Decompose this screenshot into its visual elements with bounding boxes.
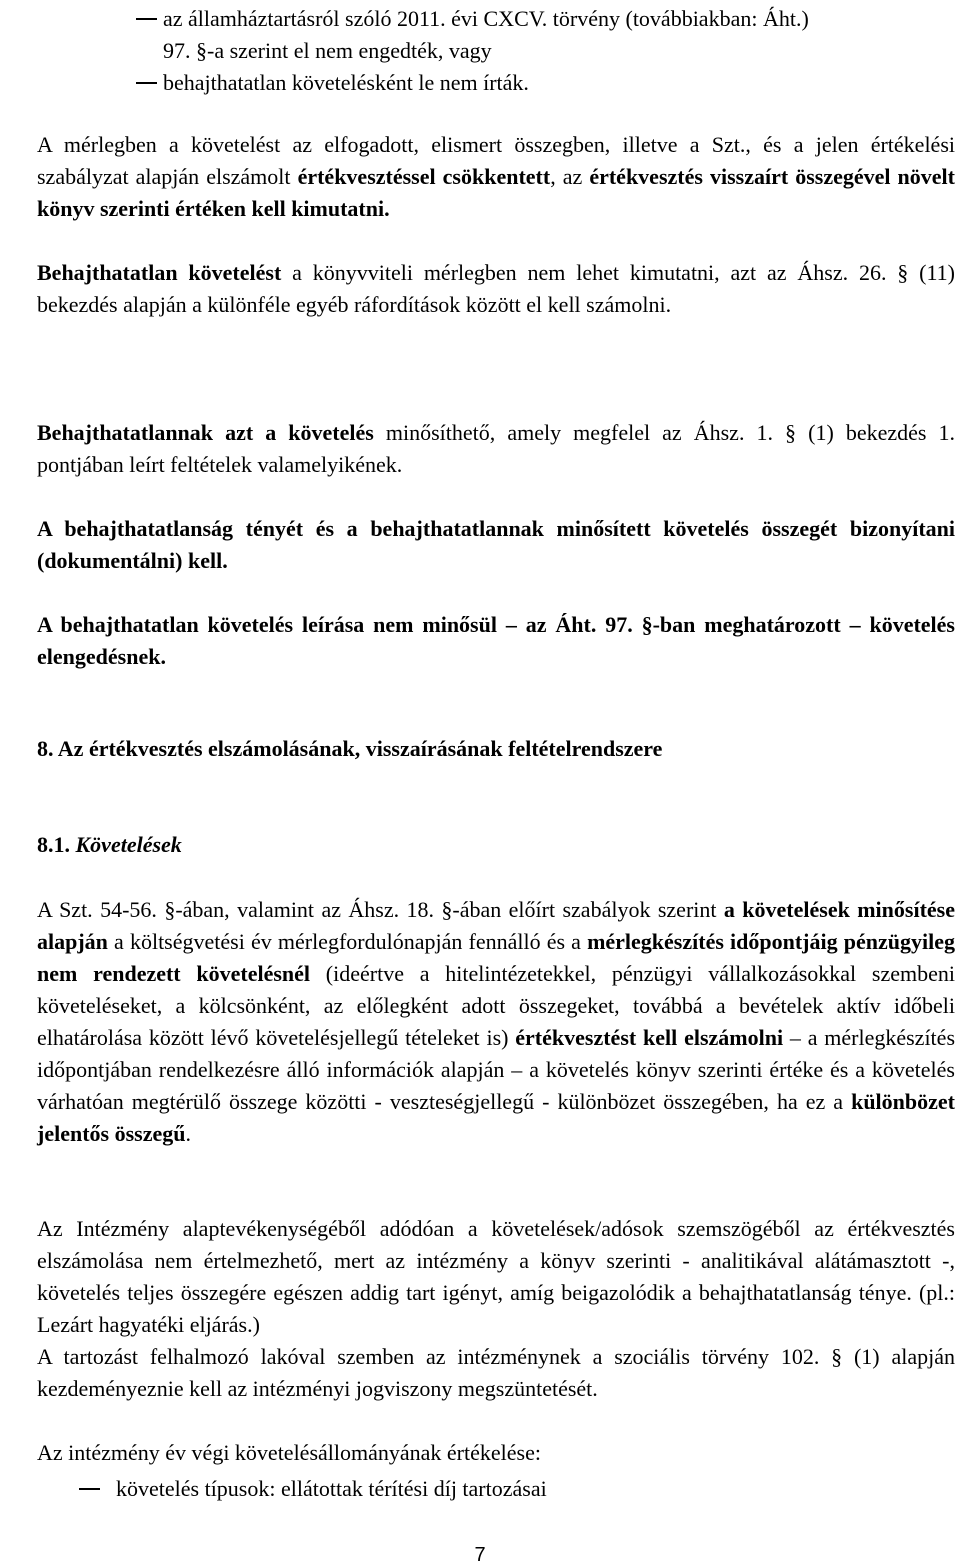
list-item-text: az államháztartásról szóló 2011. évi CXCV. törvény (továbbiakban: Áht.): [163, 6, 809, 31]
paragraph-uncollectible: Behajthatatlan követelést a könyvviteli mérlegben nem lehet kimutatni, azt az Áhsz. 26. § (11) bekezdés alapján a különféle egyéb ráfordítások között el kell számolni.: [37, 260, 955, 317]
paragraph-year-end: Az intézmény év végi követelésállományának értékelése:: [37, 1440, 541, 1465]
list-item-text: behajthatatlan követelésként le nem írták.: [163, 70, 529, 95]
page-number: 7: [474, 1544, 486, 1566]
list-item: [163, 3, 955, 67]
list-item-text: követelés típusok: ellátottak térítési díj tartozásai: [116, 1476, 547, 1501]
dash-bullet-icon: [136, 18, 157, 20]
dash-bullet-icon: [79, 1488, 100, 1490]
paragraph-receivables-rules: A Szt. 54-56. §-ában, valamint az Áhsz. 18. §-ában előírt szabályok szerint a követelések minősítése alapján a költségvetési év mérlegfordulónapján fennálló és a mérlegkészítés időpontjáig pénzügyileg nem rendezett követelésnél (ideértve a hitelintézetekkel, pénzügyi vállalkozásokkal szembeni követeléseket, a kölcsönként, az előlegként adott összegeket, továbbá a bevételek aktív időbeli elhatárolása között lévő követelésjellegű tételeket is) értékvesztést kell elszámolni – a mérlegkészítés időpontjában rendelkezésre álló információk alapján – a követelés könyv szerinti értéke és a követelés várhatóan megtérülő összege közötti - veszteségjellegű - különbözet összegében, ha ez a különbözet jelentős összegű.: [37, 897, 955, 1146]
paragraph-qualification: Behajthatatlannak azt a követelés minősíthető, amely megfelel az Áhsz. 1. § (1) bekezdés 1. pontjában leírt feltételek valamelyikének.: [37, 420, 955, 477]
subsection-heading: 8.1. Követelések: [37, 832, 182, 857]
list-item: [163, 67, 955, 99]
paragraph-proof: A behajthatatlanság tényét és a behajthatatlannak minősített követelés összegét bizonyítani (dokumentálni) kell.: [37, 516, 955, 573]
list-item-text: 97. §-a szerint el nem engedték, vagy: [163, 38, 492, 63]
dash-bullet-icon: [136, 82, 157, 84]
section-heading: 8. Az értékvesztés elszámolásának, visszaírásának feltételrendszere: [37, 736, 663, 761]
paragraph-valuation: A mérlegben a követelést az elfogadott, elismert összegben, illetve a Szt., és a jelen értékelési szabályzat alapján elszámolt értékvesztéssel csökkentett, az értékvesztés visszaírt összegével növelt könyv szerinti értéken kell kimutatni.: [37, 132, 955, 221]
paragraph-write-off: A behajthatatlan követelés leírása nem minősül – az Áht. 97. §-ban meghatározott – követelés elengedésnek.: [37, 612, 955, 669]
list-item: [116, 1473, 955, 1505]
paragraph-institution: Az Intézmény alaptevékenységéből adódóan a követelések/adósok szemszögéből az értékvesztés elszámolása nem értelmezhető, mert az intézmény a könyv szerinti - analitikával alátámasztott -, követelés teljes összegére egészen addig tart igényt, amíg beigazolódik a behajthatatlanság ténye. (pl.: Lezárt hagyatéki eljárás.): [37, 1216, 955, 1337]
paragraph-resident-debt: A tartozást felhalmozó lakóval szemben az intézménynek a szociális törvény 102. § (1) alapján kezdeményeznie kell az intézményi jogviszony megszüntetését.: [37, 1344, 955, 1401]
